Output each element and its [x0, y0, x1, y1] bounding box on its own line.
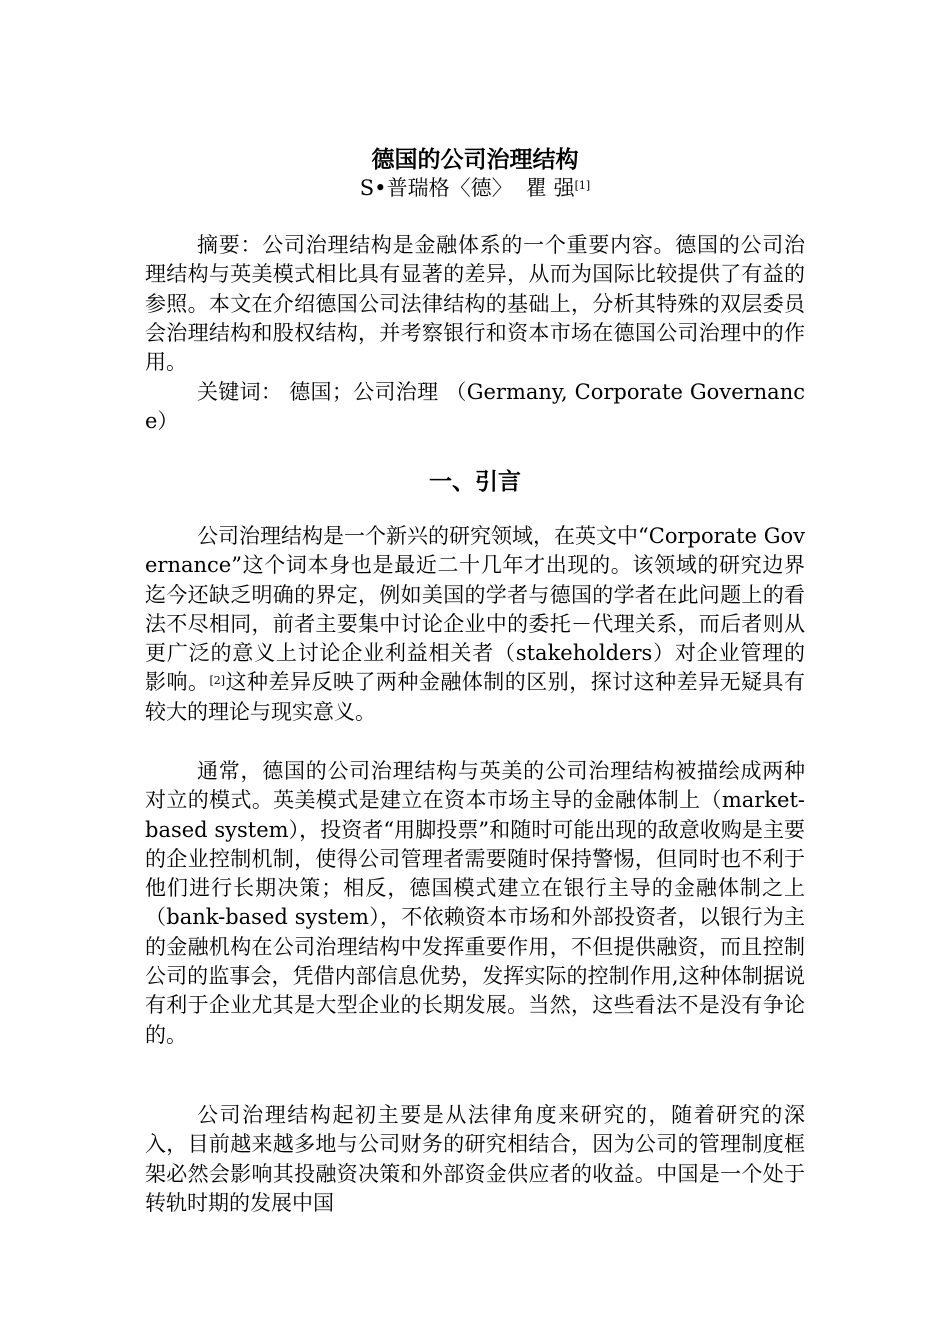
article-title: 德国的公司治理结构: [371, 147, 579, 173]
keywords-paragraph: 关键词： 德国；公司治理 （Germany, Corporate Governance）: [145, 380, 805, 434]
footnote-ref-2: [2]: [209, 674, 226, 688]
paragraph-1-text-b: 这种差异反映了两种金融体制的区别，探讨这种差异无疑具有较大的理论与现实意义。: [145, 670, 806, 724]
authors-footnote-ref: [1]: [574, 179, 591, 192]
body-paragraph-1: [145, 522, 805, 727]
section-heading: 一、引言: [429, 469, 521, 495]
body-paragraph-3: 公司治理结构起初主要是从法律角度来研究的，随着研究的深入，目前越来越多地与公司财务的研究相结合，因为公司的管理制度框架必然会影响其投融资决策和外部资金供应者的收益。中国是一个处于转轨时期的发展中国: [145, 1103, 805, 1215]
body-paragraph-2: 通常，德国的公司治理结构与英美的公司治理结构被描绘成两种对立的模式。英美模式是建立在资本市场主导的金融体制上（market-based system），投资者“用脚投票”和随时可能出现的敌意收购是主要的企业控制机制，使得公司管理者需要随时保持警惕，但同时也不利于他们进行长期决策；相反，德国模式建立在银行主导的金融体制之上（bank-based system），不依赖资本市场和外部投资者，以银行为主的金融机构在公司治理结构中发挥重要作用，不但提供融资，而且控制公司的监事会，凭借内部信息优势，发挥实际的控制作用,这种体制据说有利于企业尤其是大型企业的长期发展。当然，这些看法不是没有争论的。: [145, 759, 805, 1047]
abstract-paragraph: 摘要：公司治理结构是金融体系的一个重要内容。德国的公司治理结构与英美模式相比具有显著的差异，从而为国际比较提供了有益的参照。本文在介绍德国公司法律结构的基础上，分析其特殊的双层委员会治理结构和股权结构，并考察银行和资本市场在德国公司治理中的作用。: [145, 233, 805, 375]
authors-text: S•普瑞格〈德〉 瞿 强: [359, 176, 575, 200]
article-authors: [145, 172, 805, 204]
paragraph-1-text-a: 公司治理结构是一个新兴的研究领域，在英文中“Corporate Governance”这个词本身也是最近二十几年才出现的。该领域的研究边界迄今还缺乏明确的界定，例如美国的学者与德国的学者在此问题上的看法不尽相同，前者主要集中讨论企业中的委托－代理关系，而后者则从更广泛的意义上讨论企业利益相关者（stakeholders）对企业管理的影响。: [145, 524, 805, 695]
